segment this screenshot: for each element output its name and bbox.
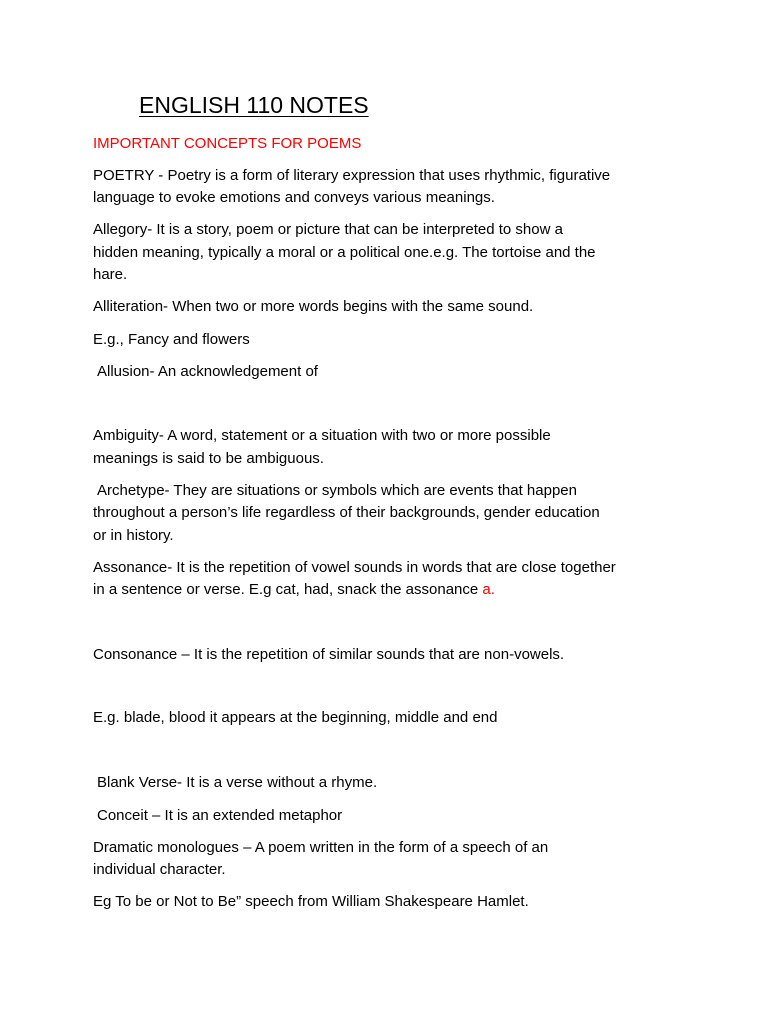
poetry-line-2: language to evoke emotions and conveys various meanings.	[93, 189, 495, 206]
alliteration-definition: Alliteration- When two or more words begins with the same sound.	[93, 298, 534, 315]
assonance-line-2-text: in a sentence or verse. E.g cat, had, snack the assonance	[93, 581, 483, 598]
allusion-definition: Allusion- An acknowledgement of	[97, 363, 318, 380]
archetype-line-1: Archetype- They are situations or symbols which are events that happen	[97, 482, 577, 499]
ambiguity-line-2: meanings is said to be ambiguous.	[93, 450, 324, 467]
blank-verse-definition: Blank Verse- It is a verse without a rhyme.	[97, 774, 378, 791]
consonance-example: E.g. blade, blood it appears at the beginning, middle and end	[93, 709, 498, 726]
alliteration-example: E.g., Fancy and flowers	[93, 331, 250, 348]
section-heading: IMPORTANT CONCEPTS FOR POEMS	[93, 135, 362, 152]
dramatic-monologues-line-2: individual character.	[93, 861, 226, 878]
allegory-line-1: Allegory- It is a story, poem or picture that can be interpreted to show a	[93, 221, 563, 238]
assonance-line-2	[93, 579, 693, 602]
archetype-line-2: throughout a person’s life regardless of their backgrounds, gender education	[93, 504, 600, 521]
allegory-line-3: hare.	[93, 266, 128, 283]
consonance-definition: Consonance – It is the repetition of similar sounds that are non-vowels.	[93, 646, 565, 663]
document-title: ENGLISH 110 NOTES	[139, 92, 369, 118]
ambiguity-line-1: Ambiguity- A word, statement or a situation with two or more possible	[93, 427, 551, 444]
dramatic-monologues-line-1: Dramatic monologues – A poem written in the form of a speech of an	[93, 839, 549, 856]
assonance-line-1: Assonance- It is the repetition of vowel sounds in words that are close together	[93, 559, 616, 576]
poetry-line-1: POETRY - Poetry is a form of literary expression that uses rhythmic, figurative	[93, 167, 611, 184]
assonance-highlight: a.	[482, 581, 495, 598]
dramatic-monologues-example: Eg To be or Not to Be” speech from William Shakespeare Hamlet.	[93, 893, 529, 910]
archetype-line-3: or in history.	[93, 527, 174, 544]
conceit-definition: Conceit – It is an extended metaphor	[97, 807, 343, 824]
allegory-line-2: hidden meaning, typically a moral or a political one.e.g. The tortoise and the	[93, 244, 596, 261]
